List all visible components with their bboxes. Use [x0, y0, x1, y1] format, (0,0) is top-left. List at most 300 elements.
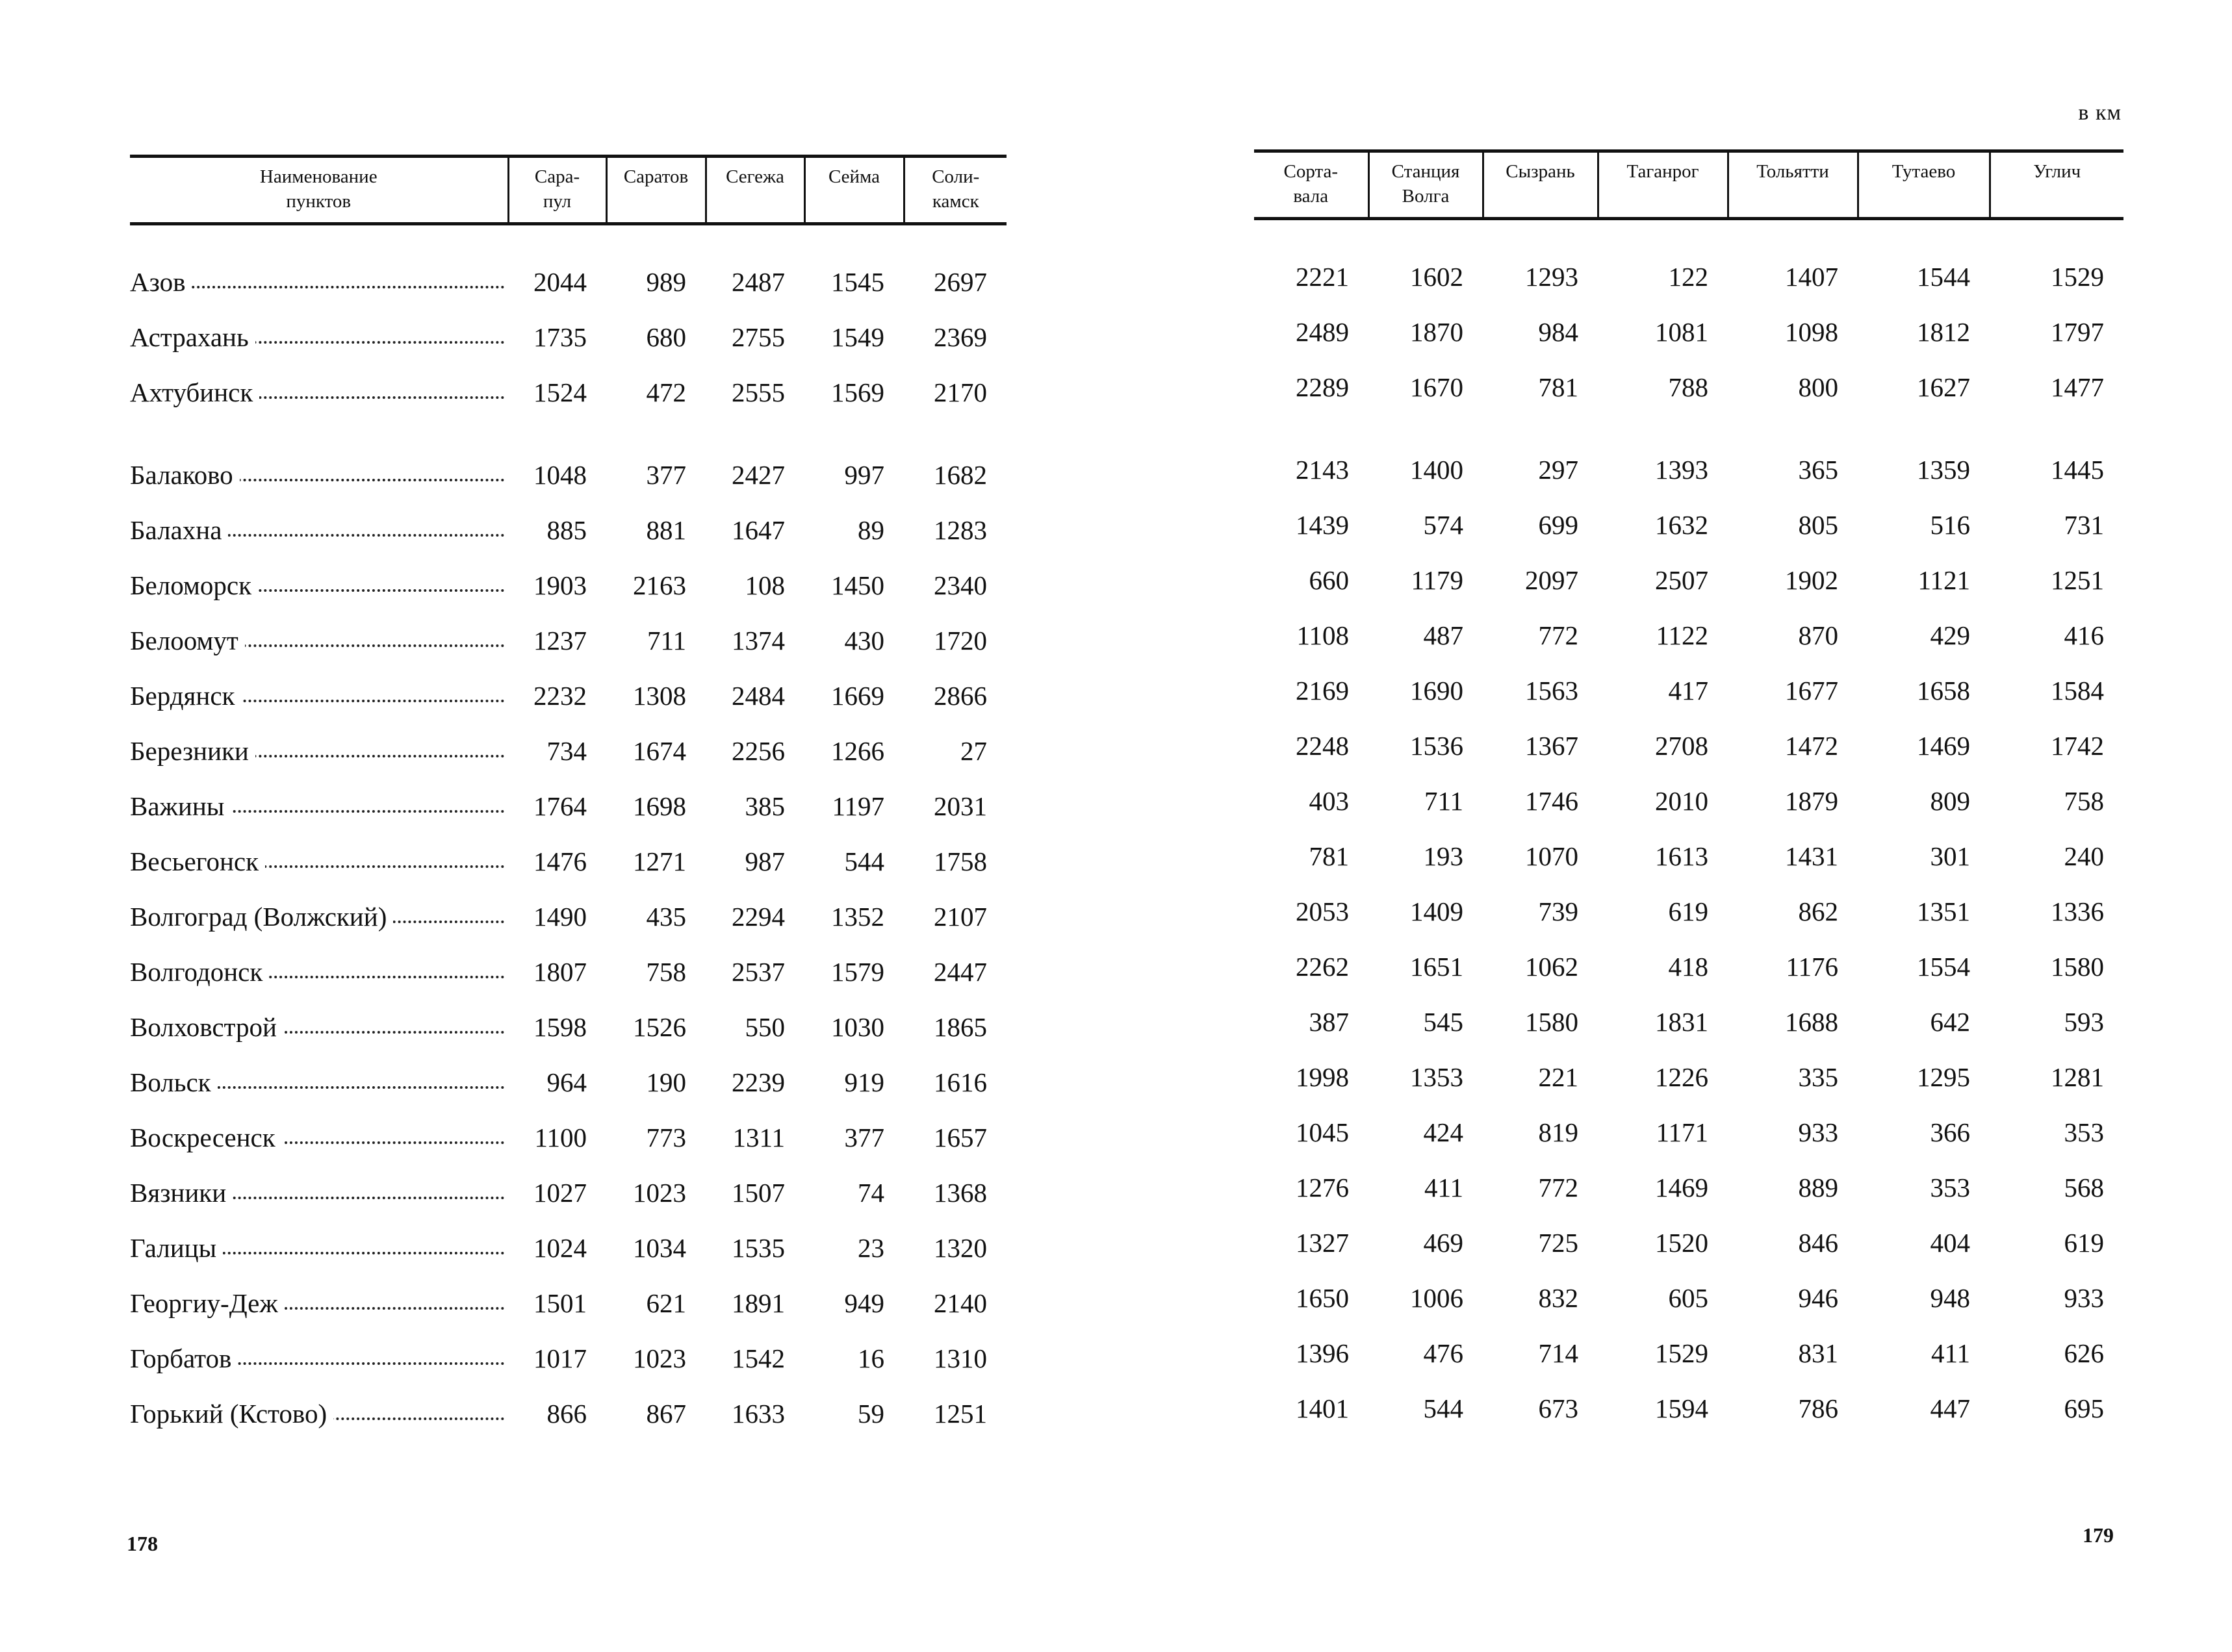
- distance-cell: 1351: [1917, 896, 1970, 926]
- distance-cell: 1017: [533, 1343, 587, 1373]
- distance-cell: 1407: [1785, 261, 1838, 292]
- distance-cell: 1545: [831, 266, 884, 297]
- table-row: [130, 1165, 1007, 1220]
- spacer-row: [1254, 219, 2123, 249]
- table-row: [130, 668, 1007, 723]
- column-header-line: Тутаево: [1892, 161, 1956, 182]
- spacer-row: [1254, 414, 2123, 442]
- distance-cell: 411: [1424, 1172, 1463, 1202]
- distance-cell: 1529: [1655, 1338, 1708, 1368]
- distance-cell: 1554: [1917, 951, 1970, 982]
- distance-cell: 1584: [2051, 675, 2104, 705]
- table-row: [130, 889, 1007, 944]
- distance-cell: 2010: [1655, 785, 1708, 816]
- distance-cell: 673: [1538, 1393, 1578, 1423]
- distance-cell: 862: [1798, 896, 1838, 926]
- distance-cell: 418: [1668, 951, 1708, 982]
- distance-cell: 1367: [1525, 730, 1578, 761]
- distance-cell: 411: [1931, 1338, 1970, 1368]
- distance-cell: 1579: [831, 956, 884, 987]
- table-row: [1254, 773, 2123, 828]
- distance-cell: 1831: [1655, 1006, 1708, 1037]
- place-name-cell: [130, 833, 508, 889]
- distance-cell: 424: [1423, 1117, 1463, 1147]
- distance-cell: 1746: [1525, 785, 1578, 816]
- table-row: [130, 1275, 1007, 1330]
- place-name-cell: [130, 1054, 508, 1110]
- distance-cell: 1764: [533, 791, 587, 821]
- distance-cell: 2239: [732, 1067, 785, 1097]
- distance-cell: 870: [1798, 620, 1838, 650]
- column-header-line: Сызрань: [1506, 161, 1575, 182]
- distance-cell: 832: [1538, 1282, 1578, 1313]
- distance-cell: 1549: [831, 322, 884, 352]
- distance-cell: 2262: [1296, 951, 1349, 982]
- distance-cell: 946: [1798, 1282, 1838, 1313]
- column-header-line: Саратов: [623, 166, 689, 187]
- distance-cell: 2289: [1296, 372, 1349, 402]
- distance-cell: 1580: [2051, 951, 2104, 982]
- table-row: [130, 1110, 1007, 1165]
- place-name-cell: [130, 1220, 508, 1275]
- distance-cell: 417: [1668, 675, 1708, 705]
- place-name: Бердянск: [130, 681, 241, 711]
- distance-cell: 74: [858, 1177, 884, 1208]
- place-name-cell: [130, 1386, 508, 1441]
- place-name: Беломорск: [130, 570, 258, 600]
- distance-cell: 1070: [1525, 841, 1578, 871]
- table-row: [130, 309, 1007, 364]
- distance-cell: 2140: [934, 1288, 987, 1318]
- distance-cell: 1627: [1917, 372, 1970, 402]
- place-name: Азов: [130, 267, 192, 297]
- distance-cell: 1034: [633, 1232, 686, 1263]
- distance-cell: 2221: [1296, 261, 1349, 292]
- table-row: [130, 254, 1007, 309]
- distance-cell: 593: [2064, 1006, 2104, 1037]
- distance-cell: 2097: [1525, 565, 1578, 595]
- distance-cell: 1520: [1655, 1227, 1708, 1258]
- place-name-cell: [130, 613, 508, 668]
- distance-cell: 781: [1309, 841, 1349, 871]
- column-header-line: вала: [1293, 186, 1329, 207]
- distance-cell: 1431: [1785, 841, 1838, 871]
- place-name-cell: [130, 1330, 508, 1386]
- distance-cell: 2369: [934, 322, 987, 352]
- distance-cell: 711: [647, 625, 686, 655]
- table-row: [130, 1330, 1007, 1386]
- column-header: [904, 157, 1007, 224]
- distance-cell: 1563: [1525, 675, 1578, 705]
- distance-cell: 1677: [1785, 675, 1838, 705]
- table-row: [1254, 994, 2123, 1049]
- distance-cell: 366: [1930, 1117, 1970, 1147]
- distance-cell: 472: [646, 377, 686, 407]
- distance-cell: 2053: [1296, 896, 1349, 926]
- distance-cell: 1870: [1410, 316, 1463, 347]
- distance-cell: 2170: [934, 377, 987, 407]
- distance-cell: 2484: [732, 680, 785, 711]
- distance-cell: 699: [1538, 509, 1578, 540]
- column-header-line: Сара-: [534, 166, 580, 187]
- distance-cell: 2755: [732, 322, 785, 352]
- column-header: [1254, 151, 1368, 219]
- table-row: [1254, 663, 2123, 718]
- distance-cell: 1903: [533, 570, 587, 600]
- distance-cell: 809: [1930, 785, 1970, 816]
- column-header-line: Тольятти: [1756, 161, 1829, 182]
- distance-cell: 1879: [1785, 785, 1838, 816]
- distance-cell: 1450: [831, 570, 884, 600]
- distance-cell: 734: [546, 735, 587, 766]
- distance-cell: 2866: [934, 680, 987, 711]
- place-name-cell: [130, 1165, 508, 1220]
- distance-cell: 403: [1309, 785, 1349, 816]
- table-row: [1254, 1160, 2123, 1215]
- distance-cell: 1569: [831, 377, 884, 407]
- distance-cell: 964: [546, 1067, 587, 1097]
- distance-cell: 1400: [1410, 454, 1463, 485]
- distance-cell: 335: [1798, 1061, 1838, 1092]
- place-name-cell: [130, 254, 508, 309]
- place-name: Важины: [130, 791, 231, 821]
- column-header-line: Сейма: [828, 166, 880, 187]
- distance-cell: 574: [1423, 509, 1463, 540]
- distance-cell: 1081: [1655, 316, 1708, 347]
- distance-cell: 469: [1423, 1227, 1463, 1258]
- column-header-line: Соли-: [932, 166, 980, 187]
- distance-cell: 1594: [1655, 1393, 1708, 1423]
- distance-cell: 772: [1538, 1172, 1578, 1202]
- distance-cell: 1352: [831, 901, 884, 932]
- distance-cell: 1368: [934, 1177, 987, 1208]
- distance-cell: 1616: [934, 1067, 987, 1097]
- distance-cell: 1477: [2051, 372, 2104, 402]
- distance-cell: 89: [858, 515, 884, 545]
- distance-cell: 1669: [831, 680, 884, 711]
- place-name-cell: [130, 502, 508, 557]
- table-row: [130, 1386, 1007, 1441]
- place-name-cell: [130, 778, 508, 833]
- distance-cell: 1048: [533, 459, 587, 490]
- distance-cell: 1469: [1655, 1172, 1708, 1202]
- place-name: Волховстрой: [130, 1012, 283, 1042]
- place-name: Весьегонск: [130, 846, 265, 876]
- distance-cell: 711: [1424, 785, 1463, 816]
- column-header: [1990, 151, 2123, 219]
- distance-cell: 221: [1538, 1061, 1578, 1092]
- distance-cell: 1295: [1917, 1061, 1970, 1092]
- distance-cell: 831: [1798, 1338, 1838, 1368]
- place-name: Белоомут: [130, 626, 245, 655]
- distance-cell: 731: [2064, 509, 2104, 540]
- distance-cell: 1237: [533, 625, 587, 655]
- table-body: [130, 224, 1007, 1442]
- column-header: [706, 157, 804, 224]
- distance-cell: 919: [844, 1067, 884, 1097]
- distance-cell: 544: [844, 846, 884, 876]
- distance-cell: 1030: [831, 1011, 884, 1042]
- distance-cell: 1396: [1296, 1338, 1349, 1368]
- spacer-cell: [1254, 219, 2123, 249]
- table-row: [130, 944, 1007, 999]
- table-row: [1254, 1104, 2123, 1160]
- distance-cell: 353: [1930, 1172, 1970, 1202]
- table-row: [1254, 607, 2123, 663]
- distance-cell: 516: [1930, 509, 1970, 540]
- header-row: [1254, 151, 2123, 219]
- table-row: [1254, 939, 2123, 994]
- distance-cell: 1336: [2051, 896, 2104, 926]
- place-name-cell: [130, 1275, 508, 1330]
- distance-cell: 385: [745, 791, 785, 821]
- column-header: [1728, 151, 1858, 219]
- table-row: [1254, 718, 2123, 773]
- distance-cell: 626: [2064, 1338, 2104, 1368]
- place-name: Вольск: [130, 1067, 218, 1097]
- distance-cell: 447: [1930, 1393, 1970, 1423]
- distance-cell: 1670: [1410, 372, 1463, 402]
- spacer-row: [130, 224, 1007, 255]
- column-header: [804, 157, 904, 224]
- distance-cell: 2708: [1655, 730, 1708, 761]
- distance-cell: 1536: [1410, 730, 1463, 761]
- table-row: [1254, 552, 2123, 607]
- distance-cell: 1674: [633, 735, 686, 766]
- distance-cell: 1742: [2051, 730, 2104, 761]
- distance-cell: 1650: [1296, 1282, 1349, 1313]
- distance-cell: 550: [745, 1011, 785, 1042]
- spacer-cell: [130, 420, 1007, 447]
- units-label: в км: [2078, 101, 2122, 125]
- distance-cell: 2537: [732, 956, 785, 987]
- distance-cell: 23: [858, 1232, 884, 1263]
- distance-cell: 301: [1930, 841, 1970, 871]
- table-row: [1254, 304, 2123, 359]
- page-number-right: 179: [2083, 1523, 2114, 1547]
- distance-cell: 416: [2064, 620, 2104, 650]
- distance-cell: 1891: [732, 1288, 785, 1318]
- column-header-line: Станция: [1391, 161, 1460, 182]
- distance-cell: 1735: [533, 322, 587, 352]
- table-row: [130, 1220, 1007, 1275]
- place-name-cell: [130, 1110, 508, 1165]
- table-row: [130, 1054, 1007, 1110]
- distance-cell: 545: [1423, 1006, 1463, 1037]
- distance-cell: 1359: [1917, 454, 1970, 485]
- distance-cell: 2340: [934, 570, 987, 600]
- distance-cell: 1812: [1917, 316, 1970, 347]
- distance-cell: 1409: [1410, 896, 1463, 926]
- table-row: [1254, 1049, 2123, 1104]
- distance-cell: 1535: [732, 1232, 785, 1263]
- distance-cell: 1682: [934, 459, 987, 490]
- distance-cell: 714: [1538, 1338, 1578, 1368]
- distance-cell: 1179: [1411, 565, 1463, 595]
- distance-cell: 1401: [1296, 1393, 1349, 1423]
- distance-cell: 1902: [1785, 565, 1838, 595]
- distance-cell: 773: [646, 1122, 686, 1152]
- distance-cell: 1544: [1917, 261, 1970, 292]
- distance-cell: 1476: [533, 846, 587, 876]
- distance-cell: 1320: [934, 1232, 987, 1263]
- distance-cell: 1266: [831, 735, 884, 766]
- distance-cell: 430: [844, 625, 884, 655]
- table-row: [130, 447, 1007, 502]
- place-name: Вязники: [130, 1178, 233, 1208]
- table-row: [130, 833, 1007, 889]
- place-name-cell: [130, 309, 508, 364]
- distance-cell: 739: [1538, 896, 1578, 926]
- column-header-line: Сегежа: [726, 166, 784, 187]
- distance-cell: 1122: [1656, 620, 1708, 650]
- distance-cell: 2555: [732, 377, 785, 407]
- distance-cell: 800: [1798, 372, 1838, 402]
- distance-cell: 619: [2064, 1227, 2104, 1258]
- distance-cell: 1688: [1785, 1006, 1838, 1037]
- distance-cell: 2697: [934, 266, 987, 297]
- distance-cell: 377: [646, 459, 686, 490]
- distance-cell: 1658: [1917, 675, 1970, 705]
- distance-cell: 605: [1668, 1282, 1708, 1313]
- distance-cell: 1327: [1296, 1227, 1349, 1258]
- distance-cell: 660: [1309, 565, 1349, 595]
- column-header: [508, 157, 606, 224]
- distance-cell: 2044: [533, 266, 587, 297]
- distance-cell: 758: [2064, 785, 2104, 816]
- distance-cell: 2427: [732, 459, 785, 490]
- distance-cell: 1998: [1296, 1061, 1349, 1092]
- place-name: Галицы: [130, 1233, 223, 1263]
- distance-cell: 2489: [1296, 316, 1349, 347]
- distance-cell: 1807: [533, 956, 587, 987]
- distance-cell: 2507: [1655, 565, 1708, 595]
- distance-cell: 353: [2064, 1117, 2104, 1147]
- distance-cell: 889: [1798, 1172, 1838, 1202]
- distance-cell: 1632: [1655, 509, 1708, 540]
- distance-cell: 2248: [1296, 730, 1349, 761]
- distance-cell: 1490: [533, 901, 587, 932]
- distance-cell: 1024: [533, 1232, 587, 1263]
- distance-cell: 772: [1538, 620, 1578, 650]
- distance-cell: 1526: [633, 1011, 686, 1042]
- place-name: Березники: [130, 736, 255, 766]
- distance-cell: 866: [546, 1398, 587, 1429]
- distance-cell: 781: [1538, 372, 1578, 402]
- distance-cell: 619: [1668, 896, 1708, 926]
- column-header-line: Наименование: [259, 166, 378, 187]
- distance-cell: 989: [646, 266, 686, 297]
- distance-cell: 1602: [1410, 261, 1463, 292]
- header-row: [130, 157, 1007, 224]
- distance-cell: 1445: [2051, 454, 2104, 485]
- distance-cell: 680: [646, 322, 686, 352]
- distance-cell: 1293: [1525, 261, 1578, 292]
- distance-cell: 1176: [1786, 951, 1838, 982]
- distance-cell: 16: [858, 1343, 884, 1373]
- distance-cell: 1472: [1785, 730, 1838, 761]
- distance-cell: 2107: [934, 901, 987, 932]
- distance-cell: 2447: [934, 956, 987, 987]
- distance-cell: 1651: [1410, 951, 1463, 982]
- place-name: Балаково: [130, 460, 240, 490]
- distance-cell: 948: [1930, 1282, 1970, 1313]
- table-row: [1254, 1215, 2123, 1270]
- distance-cell: 1647: [732, 515, 785, 545]
- distance-cell: 1469: [1917, 730, 1970, 761]
- distance-cell: 1690: [1410, 675, 1463, 705]
- distance-cell: 2294: [732, 901, 785, 932]
- distance-cell: 387: [1309, 1006, 1349, 1037]
- page-number-left: 178: [127, 1532, 158, 1555]
- distance-cell: 725: [1538, 1227, 1578, 1258]
- distance-cell: 867: [646, 1398, 686, 1429]
- distance-cell: 1098: [1785, 316, 1838, 347]
- distance-cell: 429: [1930, 620, 1970, 650]
- table-row: [1254, 828, 2123, 883]
- distance-cell: 1797: [2051, 316, 2104, 347]
- place-name: Балахна: [130, 515, 228, 545]
- distance-cell: 987: [745, 846, 785, 876]
- distance-cell: 1507: [732, 1177, 785, 1208]
- place-name: Астрахань: [130, 322, 255, 352]
- distance-cell: 997: [844, 459, 884, 490]
- distance-cell: 1613: [1655, 841, 1708, 871]
- distance-cell: 2232: [533, 680, 587, 711]
- distance-cell: 122: [1668, 261, 1708, 292]
- distance-cell: 1027: [533, 1177, 587, 1208]
- place-name-cell: [130, 557, 508, 613]
- column-header-line: Волга: [1402, 186, 1450, 207]
- distance-cell: 1006: [1410, 1282, 1463, 1313]
- distance-cell: 1281: [2051, 1061, 2104, 1092]
- distance-cell: 1197: [832, 791, 884, 821]
- distance-cell: 1108: [1296, 620, 1349, 650]
- distance-cell: 1720: [934, 625, 987, 655]
- distance-cell: 1226: [1655, 1061, 1708, 1092]
- place-name: Воскресенск: [130, 1123, 282, 1152]
- table-row: [1254, 1325, 2123, 1380]
- distance-cell: 1100: [534, 1122, 587, 1152]
- place-name-cell: [130, 944, 508, 999]
- distance-cell: 1121: [1918, 565, 1970, 595]
- distance-cell: 476: [1423, 1338, 1463, 1368]
- distance-cell: 695: [2064, 1393, 2104, 1423]
- column-header-line: камск: [932, 191, 979, 212]
- column-header-line: пунктов: [286, 191, 352, 212]
- table-row: [130, 557, 1007, 613]
- distance-cell: 758: [646, 956, 686, 987]
- distance-cell: 1353: [1410, 1061, 1463, 1092]
- distance-cell: 788: [1668, 372, 1708, 402]
- distance-cell: 59: [858, 1398, 884, 1429]
- distance-cell: 1633: [732, 1398, 785, 1429]
- place-name: Горький (Кстово): [130, 1399, 333, 1429]
- distance-cell: 885: [546, 515, 587, 545]
- table-row: [1254, 883, 2123, 939]
- column-header: [1598, 151, 1728, 219]
- place-name: Ахтубинск: [130, 377, 259, 407]
- place-name: Горбатов: [130, 1343, 238, 1373]
- distance-cell: 642: [1930, 1006, 1970, 1037]
- distance-cell: 1271: [633, 846, 686, 876]
- distance-cell: 621: [646, 1288, 686, 1318]
- distance-cell: 404: [1930, 1227, 1970, 1258]
- distance-cell: 933: [2064, 1282, 2104, 1313]
- distance-cell: 1501: [533, 1288, 587, 1318]
- place-name-cell: [130, 889, 508, 944]
- distance-cell: 108: [745, 570, 785, 600]
